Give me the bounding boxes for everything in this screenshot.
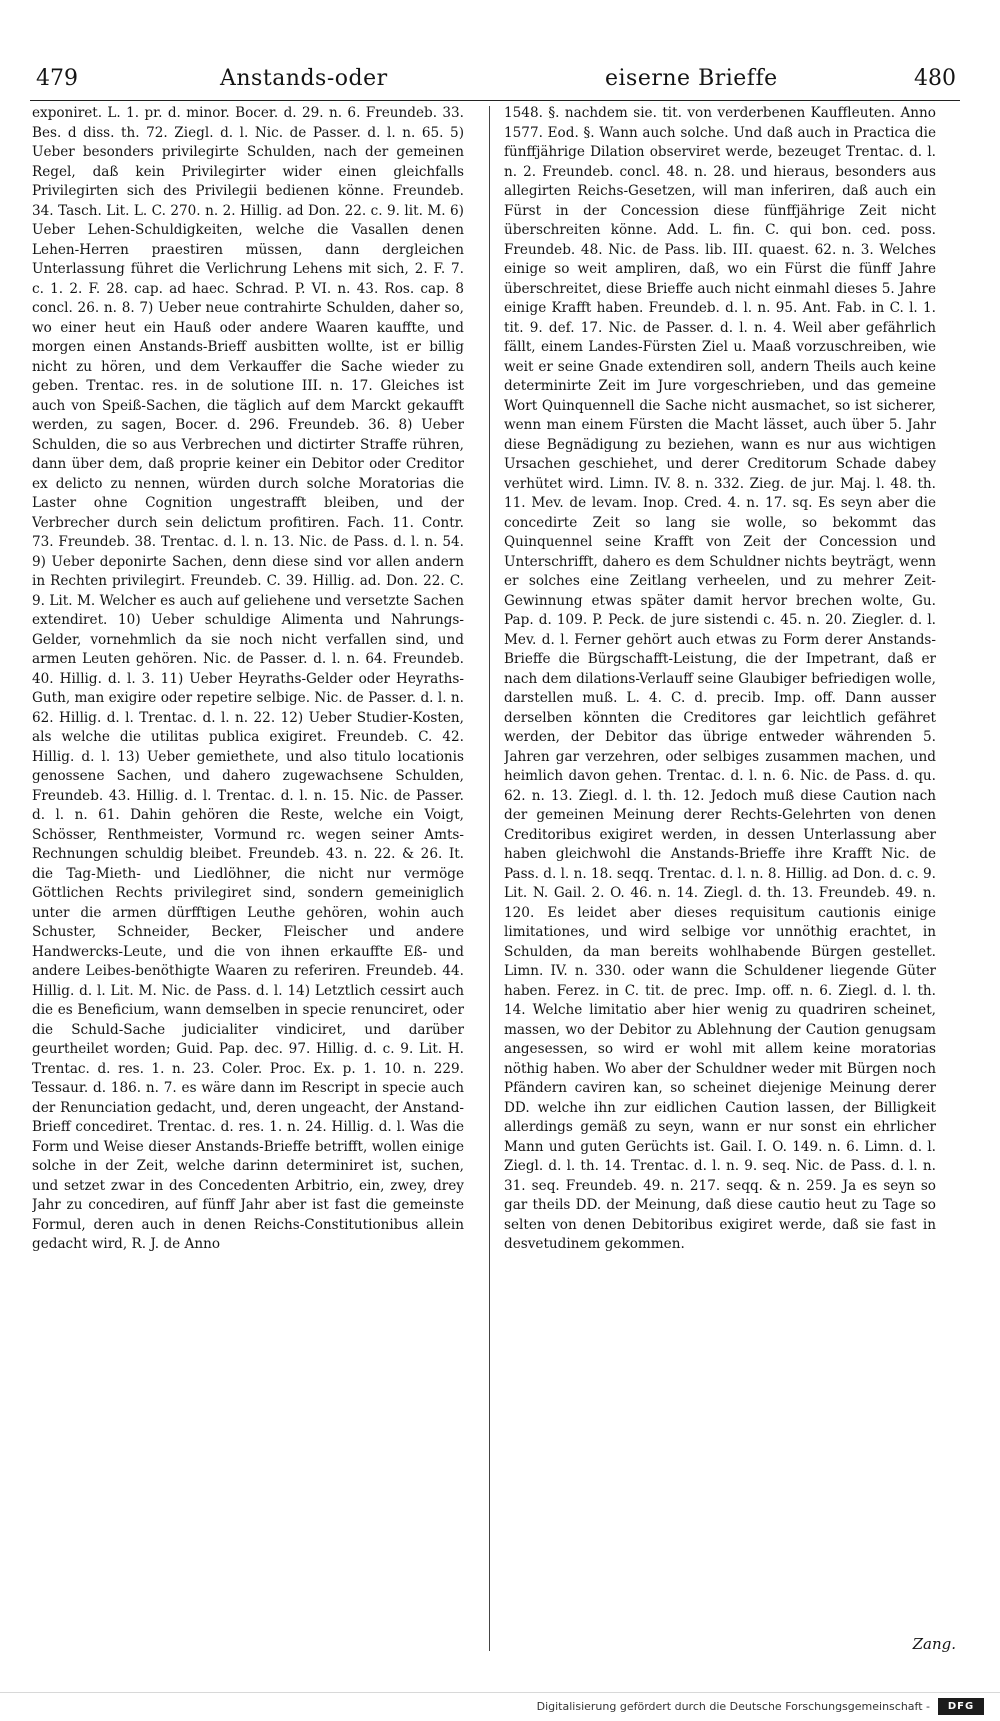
page-number-right: 480	[914, 66, 956, 91]
column-divider	[489, 106, 490, 1651]
header-rule	[30, 100, 960, 101]
catchword: Zang.	[912, 1635, 956, 1653]
running-title-left: Anstands-oder	[220, 66, 388, 91]
page-header	[30, 62, 960, 96]
column-left-text: exponiret. L. 1. pr. d. minor. Bocer. d. 29. n. 6. Freundeb. 33. Bes. d diss. th. 72. Ziegl. d. l. Nic. de Passer. d. l. n. 65. 5) Ueber besonders privilegirte Schulden, nach der gemeinen Regel, daß kein Privilegirter wider einen gleichfalls Privilegirten sich des Privilegii bedienen könne. Freundeb. 34. Tasch. Lit. L. C. 270. n. 2. Hillig. ad Don. 22. c. 9. lit. M. 6) Ueber Lehen-Schuldigkeiten, welche die Vasallen denen Lehen-Herren praestiren müssen, dann dergleichen Unterlassung führet die Verlichrung Lehens mit sich, 2. F. 7. c. 1. 2. F. 28. cap. ad haec. Schrad. P. VI. n. 43. Ros. cap. 8 concl. 26. n. 8. 7) Ueber neue contrahirte Schulden, daher so, wo einer heut ein Hauß oder andere Waaren kauffte, und morgen einen Anstands-Brieff ausbitten wollte, ist er billig nicht zu hören, und dem Verkauffer die Sache wieder zu geben. Trentac. res. in de solutione III. n. 17. Gleiches ist auch von Speiß-Sachen, die täglich auf dem Marckt gekaufft werden, zu sagen, Bocer. d. 296. Freundeb. 36. 8) Ueber Schulden, die so aus Verbrechen und dictirter Straffe rühren, dann über dem, daß proprie keiner ein Debitor oder Creditor ex delicto zu nennen, würden durch solche Moratorias die Laster ohne Cognition ungestrafft bleiben, und der Verbrecher durch sein delictum profitiren. Fach. 11. Contr. 73. Freundeb. 38. Trentac. d. l. n. 13. Nic. de Pass. d. l. n. 54. 9) Ueber deponirte Sachen, denn diese sind vor allen andern in Rechten privilegirt. Freundeb. C. 39. Hillig. ad. Don. 22. C. 9. Lit. M. Welcher es auch auf geliehene und versetzte Sachen extendiret. 10) Ueber schuldige Alimenta und Nahrungs-Gelder, vornehmlich da sie noch nicht verfallen sind, und armen Leuten gehören. Nic. de Passer. d. l. n. 64. Freundeb. 40. Hillig. d. l. 3. 11) Ueber Heyraths-Gelder oder Heyraths-Guth, man exigire oder repetire selbige. Nic. de Passer. d. l. n. 62. Hillig. d. l. Trentac. d. l. n. 22. 12) Ueber Studier-Kosten, als welche die utilitas publica exigiret. Freundeb. C. 42. Hillig. d. l. 13) Ueber gemiethete, und also titulo locationis genossene Sachen, und dahero zugewachsene Schulden, Freundeb. 43. Hillig. d. l. Trentac. d. l. n. 15. Nic. de Passer. d. l. n. 61. Dahin gehören die Reste, welche ein Voigt, Schösser, Renthmeister, Vormund rc. wegen seiner Amts-Rechnungen schuldig bleibet. Freundeb. 43. n. 22. & 26. It. die Tag-Mieth- und Liedlöhner, die nicht nur vermöge Göttlichen Rechts privilegiret sind, sondern gemeiniglich unter die armen dürfftigen Leuthe gehören, wohin auch Schuster, Schneider, Becker, Fleischer und andere Handwercks-Leute, und die von ihnen erkauffte Eß- und andere Leibes-benöthigte Waaren zu referiren. Freundeb. 44. Hillig. d. l. Lit. M. Nic. de Pass. d. l. 14) Letztlich cessirt auch die es Beneficium, wann demselben in specie renunciret, oder die Schuld-Sache judicialiter vindiciret, und darüber geurtheilet worden; Guid. Pap. dec. 97. Hillig. d. c. 9. Lit. H. Trentac. d. res. 1. n. 23. Coler. Proc. Ex. p. 1. 10. n. 229. Tessaur. d. 186. n. 7. es wäre dann im Rescript in specie auch der Renunciation gedacht, und, deren ungeacht, der Anstand-Brieff concediret. Trentac. d. res. 1. n. 24. Hillig. d. l. Was die Form und Weise dieser Anstands-Brieffe betrifft, wollen einige solche in der Zeit, welche darinn determiniret ist, suchen, und setzet zwar in des Concedenten Arbitrio, ein, zwey, drey Jahr zu concediren, auf fünff Jahr aber ist fast die gemeinste Formul, deren auch in denen Reichs-Constitutionibus allein gedacht wird, R. J. de Anno	[32, 105, 464, 1252]
page-number-left: 479	[36, 66, 78, 91]
text-column-left	[32, 104, 464, 1656]
digitization-footer	[0, 1692, 1000, 1721]
running-title-right: eiserne Brieffe	[605, 66, 778, 91]
footer-credit: Digitalisierung gefördert durch die Deutsche Forschungsgemeinschaft -	[536, 1700, 930, 1713]
text-column-right	[504, 104, 936, 1656]
dfg-logo[interactable]: DFG	[938, 1698, 984, 1715]
column-right-text: 1548. §. nachdem sie. tit. von verderbenen Kauffleuten. Anno 1577. Eod. §. Wann auch solche. Und daß auch in Practica die fünffjährige Dilation observiret werde, bezeuget Trentac. d. l. n. 2. Freundeb. concl. 48. n. 28. und hieraus, besonders aus allegirten Reichs-Gesetzen, will man inferiren, daß auch ein Fürst in der Concession diese fünffjährige Zeit nicht überschreiten könne. Add. L. fin. C. qui bon. ced. poss. Freundeb. 48. Nic. de Pass. lib. III. quaest. 62. n. 3. Welches einige so weit ampliren, daß, wo ein Fürst die fünff Jahre überschreitet, diese Brieffe auch nicht einmahl dieses 5. Jahre einige Krafft haben. Freundeb. d. l. n. 95. Ant. Fab. in C. l. 1. tit. 9. def. 17. Nic. de Passer. d. l. n. 4. Weil aber gefährlich fällt, einem Landes-Fürsten Ziel u. Maaß vorzuschreiben, wie weit er seine Gnade extendiren soll, andern Theils auch keine determinirte Zeit im Jure vorgeschrieben, und das gemeine Wort Quinquennell die Sache nicht ausmachet, so ist sicherer, wenn man einem Fürsten die Macht lässet, auch über 5. Jahr diese Begnädigung zu beziehen, wann es nur aus wichtigen Ursachen geschiehet, und derer Creditorum Schade dabey verhütet wird. Limn. IV. 8. n. 332. Zieg. de jur. Maj. l. 48. th. 11. Mev. de levam. Inop. Cred. 4. n. 17. sq. Es seyn aber die concedirte Zeit so lang sie wolle, so bekommt das Quinquennel seine Krafft von Zeit der Concession und Unterschrifft, dahero es dem Schuldner nichts beyträgt, wenn er solches eine Zeitlang verheelen, und zu mehrer Zeit-Gewinnung etwas später damit hervor brechen wolte, Gu. Pap. d. 109. P. Peck. de jure sistendi c. 45. n. 20. Ziegler. d. l. Mev. d. l. Ferner gehört auch etwas zu Form derer Anstands-Brieffe die Bürgschafft-Leistung, die der Impetrant, daß er nach dem dilations-Verlauff seine Glaubiger befriedigen wolle, darstellen muß. L. 4. C. d. precib. Imp. off. Dann ausser derselben könnten die Creditores gar leichtlich gefähret werden, der Debitor das übrige entweder währenden 5. Jahren gar verzehren, oder selbiges zusammen machen, und heimlich davon gehen. Trentac. d. l. n. 6. Nic. de Pass. d. qu. 62. n. 13. Ziegl. d. l. th. 12. Jedoch muß diese Caution nach der gemeinen Meinung derer Rechts-Gelehrten von denen Creditoribus exigiret werden, in dessen Unterlassung aber haben gleichwohl die Anstands-Brieffe ihre Krafft Nic. de Pass. d. l. n. 18. seqq. Trentac. d. l. n. 8. Hillig. ad Don. d. c. 9. Lit. N. Gail. 2. O. 46. n. 14. Ziegl. d. th. 13. Freundeb. 49. n. 120. Es leidet aber dieses requisitum cautionis einige limitationes, und wird selbige vor unnöthig erachtet, in Schulden, da man bereits wohlhabende Bürgen gestellet. Limn. IV. n. 330. oder wann die Schuldener liegende Güter haben. Ferez. in C. tit. de prec. Imp. off. n. 6. Ziegl. d. l. th. 14. Welche limitatio aber hier wenig zu quadriren scheinet, massen, wo der Debitor zu Ablehnung der Caution genugsam angesessen, so wird er wohl mit allem keine moratorias nöthig haben. Wo aber der Schuldner weder mit Bürgen noch Pfändern caviren kan, so scheinet diejenige Meinung derer DD. welche ihn zur eidlichen Caution lassen, der Billigkeit allerdings gemäß zu seyn, wann er nur sonst ein ehrlicher Mann und guten Gerüchts ist. Gail. I. O. 149. n. 6. Limn. d. l. Ziegl. d. l. th. 14. Trentac. d. l. n. 9. seq. Nic. de Pass. d. l. n. 31. seq. Freundeb. 49. n. 217. seqq. & n. 259. Ja es seyn so gar theils DD. der Meinung, daß diese cautio heut zu Tage so selten von denen Debitoribus exigiret werde, daß sie fast in desvetudinem gekommen.	[504, 105, 936, 1252]
